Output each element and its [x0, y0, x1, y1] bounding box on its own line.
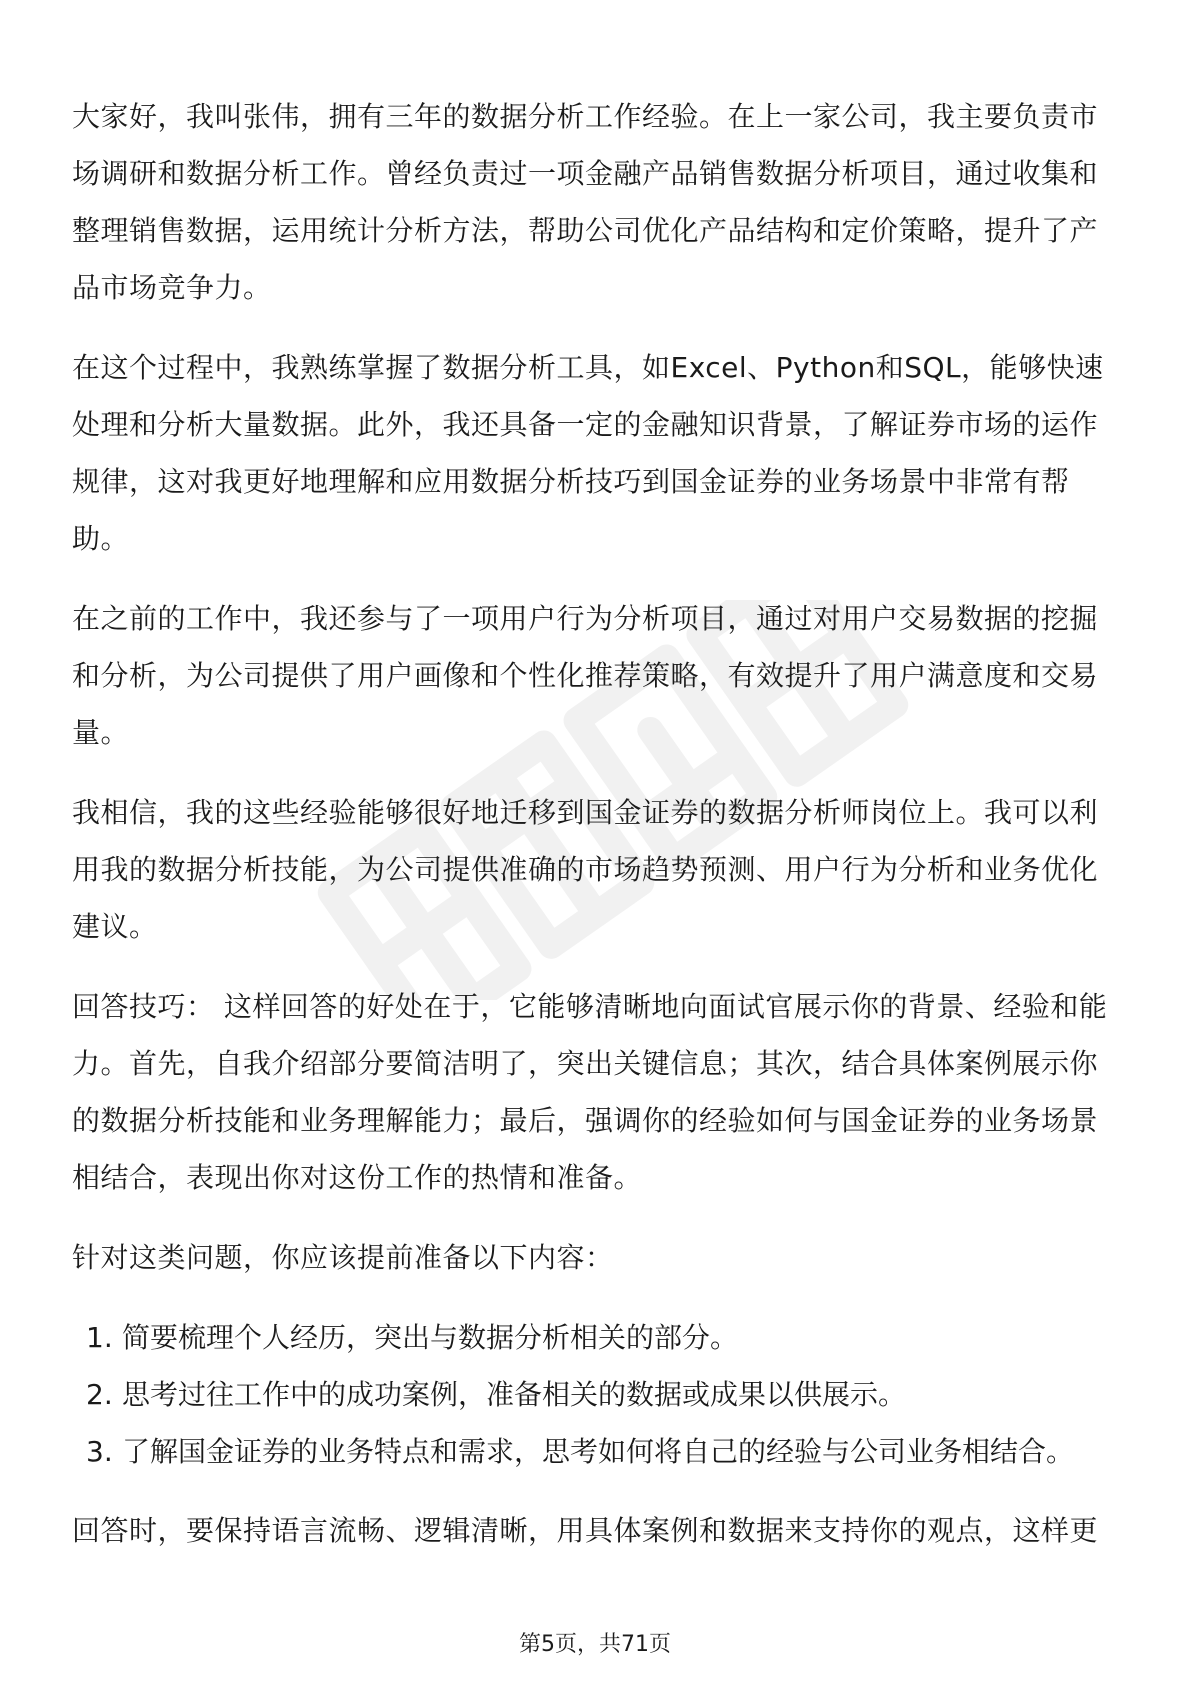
list-item: [72, 1366, 1122, 1423]
list-number: 3.: [86, 1435, 113, 1468]
preparation-list: [72, 1309, 1122, 1480]
list-text: 了解国金证券的业务特点和需求，思考如何将自己的经验与公司业务相结合。: [122, 1435, 1075, 1468]
page-number-footer: 第5页，共71页: [519, 1632, 671, 1657]
paragraph-closing: 回答时，要保持语言流畅、逻辑清晰，用具体案例和数据来支持你的观点，这样更: [72, 1514, 1099, 1547]
list-text: 简要梳理个人经历，突出与数据分析相关的部分。: [122, 1321, 739, 1354]
list-item: [72, 1423, 1122, 1480]
list-text: 思考过往工作中的成功案例，准备相关的数据或成果以供展示。: [122, 1378, 907, 1411]
list-number: 2.: [86, 1378, 113, 1411]
paragraph-tips: 回答技巧： 这样回答的好处在于，它能够清晰地向面试官展示你的背景、经验和能力。首先，自我介绍部分要简洁明了，突出关键信息；其次，结合具体案例展示你的数据分析技能和业务理解能力；最后，强调你的经验如何与国金证券的业务场景相结合，表现出你对这份工作的热情和准备。: [72, 990, 1108, 1194]
paragraph-project: 在之前的工作中，我还参与了一项用户行为分析项目，通过对用户交易数据的挖掘和分析，为公司提供了用户画像和个性化推荐策略，有效提升了用户满意度和交易量。: [72, 602, 1099, 749]
paragraph-fit: 我相信，我的这些经验能够很好地迁移到国金证券的数据分析师岗位上。我可以利用我的数据分析技能，为公司提供准确的市场趋势预测、用户行为分析和业务优化建议。: [72, 796, 1099, 943]
paragraph-intro: 大家好，我叫张伟，拥有三年的数据分析工作经验。在上一家公司，我主要负责市场调研和数据分析工作。曾经负责过一项金融产品销售数据分析项目，通过收集和整理销售数据，运用统计分析方法，帮助公司优化产品结构和定价策略，提升了产品市场竞争力。: [72, 100, 1099, 304]
document-body: [72, 88, 1122, 1582]
paragraph-skills: 在这个过程中，我熟练掌握了数据分析工具，如Excel、Python和SQL，能够快速处理和分析大量数据。此外，我还具备一定的金融知识背景，了解证券市场的运作规律，这对我更好地理解和应用数据分析技巧到国金证券的业务场景中非常有帮助。: [72, 351, 1104, 555]
paragraph-prepare-intro: 针对这类问题，你应该提前准备以下内容：: [72, 1241, 614, 1274]
list-number: 1.: [86, 1321, 113, 1354]
list-item: [72, 1309, 1122, 1366]
